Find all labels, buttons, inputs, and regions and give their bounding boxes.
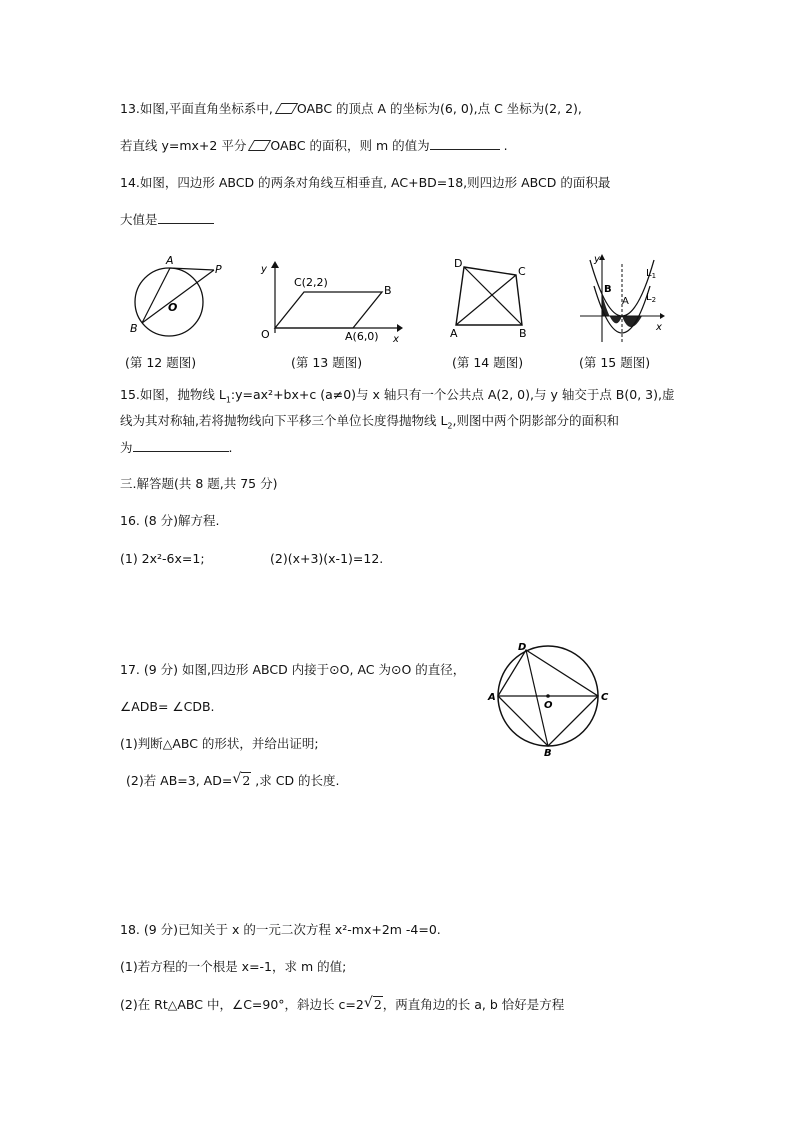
fig15-label-l1: $L_1$ — [646, 268, 657, 280]
fig12-label-p: P — [215, 263, 222, 276]
q16-part2: (2)(x+3)(x-1)=12. — [270, 551, 384, 566]
sqrt-symbol: √ 2 — [364, 996, 383, 1014]
q17-line3: (1)判断△ABC 的形状，并给出证明; — [120, 736, 319, 751]
fig15-label-b: B — [604, 284, 612, 295]
q14-line1: 14.如图，四边形 ABCD 的两条对角线互相垂直, AC+BD=18,则四边形 ABCD 的面积最 — [120, 175, 611, 190]
fig17-label-o: O — [544, 700, 553, 711]
q16-title: 16. (8 分)解方程. — [120, 513, 220, 528]
fig13-caption: (第 13 题图) — [291, 355, 363, 370]
fig15-caption: (第 15 题图) — [579, 355, 651, 370]
figure-17 — [486, 640, 616, 758]
answer-blank — [430, 136, 500, 150]
fig13-label-a: A(6,0) — [345, 330, 379, 343]
q13-line1: 13.如图,平面直角坐标系中, OABC 的顶点 A 的坐标为(6, 0),点 C 坐标为(2, 2), — [120, 101, 582, 116]
fig17-label-c: C — [601, 692, 609, 703]
fig14-label-a: A — [450, 327, 458, 340]
parallelogram-symbol — [275, 103, 298, 114]
fig14-label-c: C — [518, 265, 526, 278]
fig13-label-c: C(2,2) — [294, 276, 328, 289]
q17-line1: 17. (9 分) 如图,四边形 ABCD 内接于⊙O, AC 为⊙O 的直径， — [120, 662, 466, 677]
fig13-label-x: x — [393, 334, 399, 344]
answer-blank — [133, 438, 229, 452]
q18-line3: (2)在 Rt△ABC 中，∠C=90°，斜边长 c=2√ 2，两直角边的长 a, b 恰好是方程 — [120, 996, 564, 1014]
q18-line1: 18. (9 分)已知关于 x 的一元二次方程 x²-mx+2m -4=0. — [120, 922, 441, 937]
fig12-label-a: A — [166, 254, 174, 267]
q14-line2: 大值是 — [120, 210, 214, 229]
parallelogram-symbol — [248, 140, 271, 151]
fig12-caption: (第 12 题图) — [125, 355, 197, 370]
fig14-label-d: D — [454, 257, 463, 270]
q13-line2: 若直线 y=mx+2 平分 OABC 的面积，则 m 的值为 . — [120, 138, 508, 153]
fig14-label-b: B — [519, 327, 527, 340]
q15-line2: 线为其对称轴,若将抛物线向下平移三个单位长度得抛物线 $L_2$,则图中两个阴影部分的面积和 — [120, 413, 619, 431]
fig17-label-b: B — [544, 748, 552, 758]
sqrt-symbol: √ 2 — [232, 772, 251, 790]
fig17-label-d: D — [518, 642, 527, 653]
answer-blank — [158, 210, 214, 224]
fig12-label-o: O — [168, 301, 178, 314]
fig15-label-x: x — [656, 322, 662, 333]
figure-12 — [122, 250, 234, 342]
fig15-label-a: A — [622, 296, 629, 307]
fig13-label-y: y — [261, 264, 267, 275]
fig15-label-y: y — [594, 254, 600, 265]
q15-line1: 15.如图，抛物线 $L_1:y=ax^2+bx+c$ (a≠0)与 x 轴只有一个公共点 A(2, 0),与 y 轴交于点 B(0, 3),虚 — [120, 387, 675, 405]
q16-part1: (1) 2x²-6x=1; — [120, 551, 205, 566]
fig17-label-a: A — [488, 692, 496, 703]
fig14-caption: (第 14 题图) — [452, 355, 524, 370]
q17-line2: ∠ADB= ∠CDB. — [120, 699, 215, 714]
fig15-label-l2: $L_2$ — [646, 292, 657, 304]
figure-15 — [576, 250, 668, 346]
figure-13 — [257, 258, 405, 344]
q15-line3: 为 . — [120, 440, 233, 455]
fig12-label-b: B — [130, 322, 138, 335]
q18-line2: (1)若方程的一个根是 x=-1，求 m 的值; — [120, 959, 347, 974]
q17-line4: (2)若 AB=3, AD=√ 2 ,求 CD 的长度. — [126, 772, 340, 790]
figure-14 — [448, 255, 534, 341]
fig13-label-o: O — [261, 328, 270, 341]
section3-heading: 三.解答题(共 8 题,共 75 分) — [120, 476, 278, 491]
fig13-label-b: B — [384, 284, 392, 297]
